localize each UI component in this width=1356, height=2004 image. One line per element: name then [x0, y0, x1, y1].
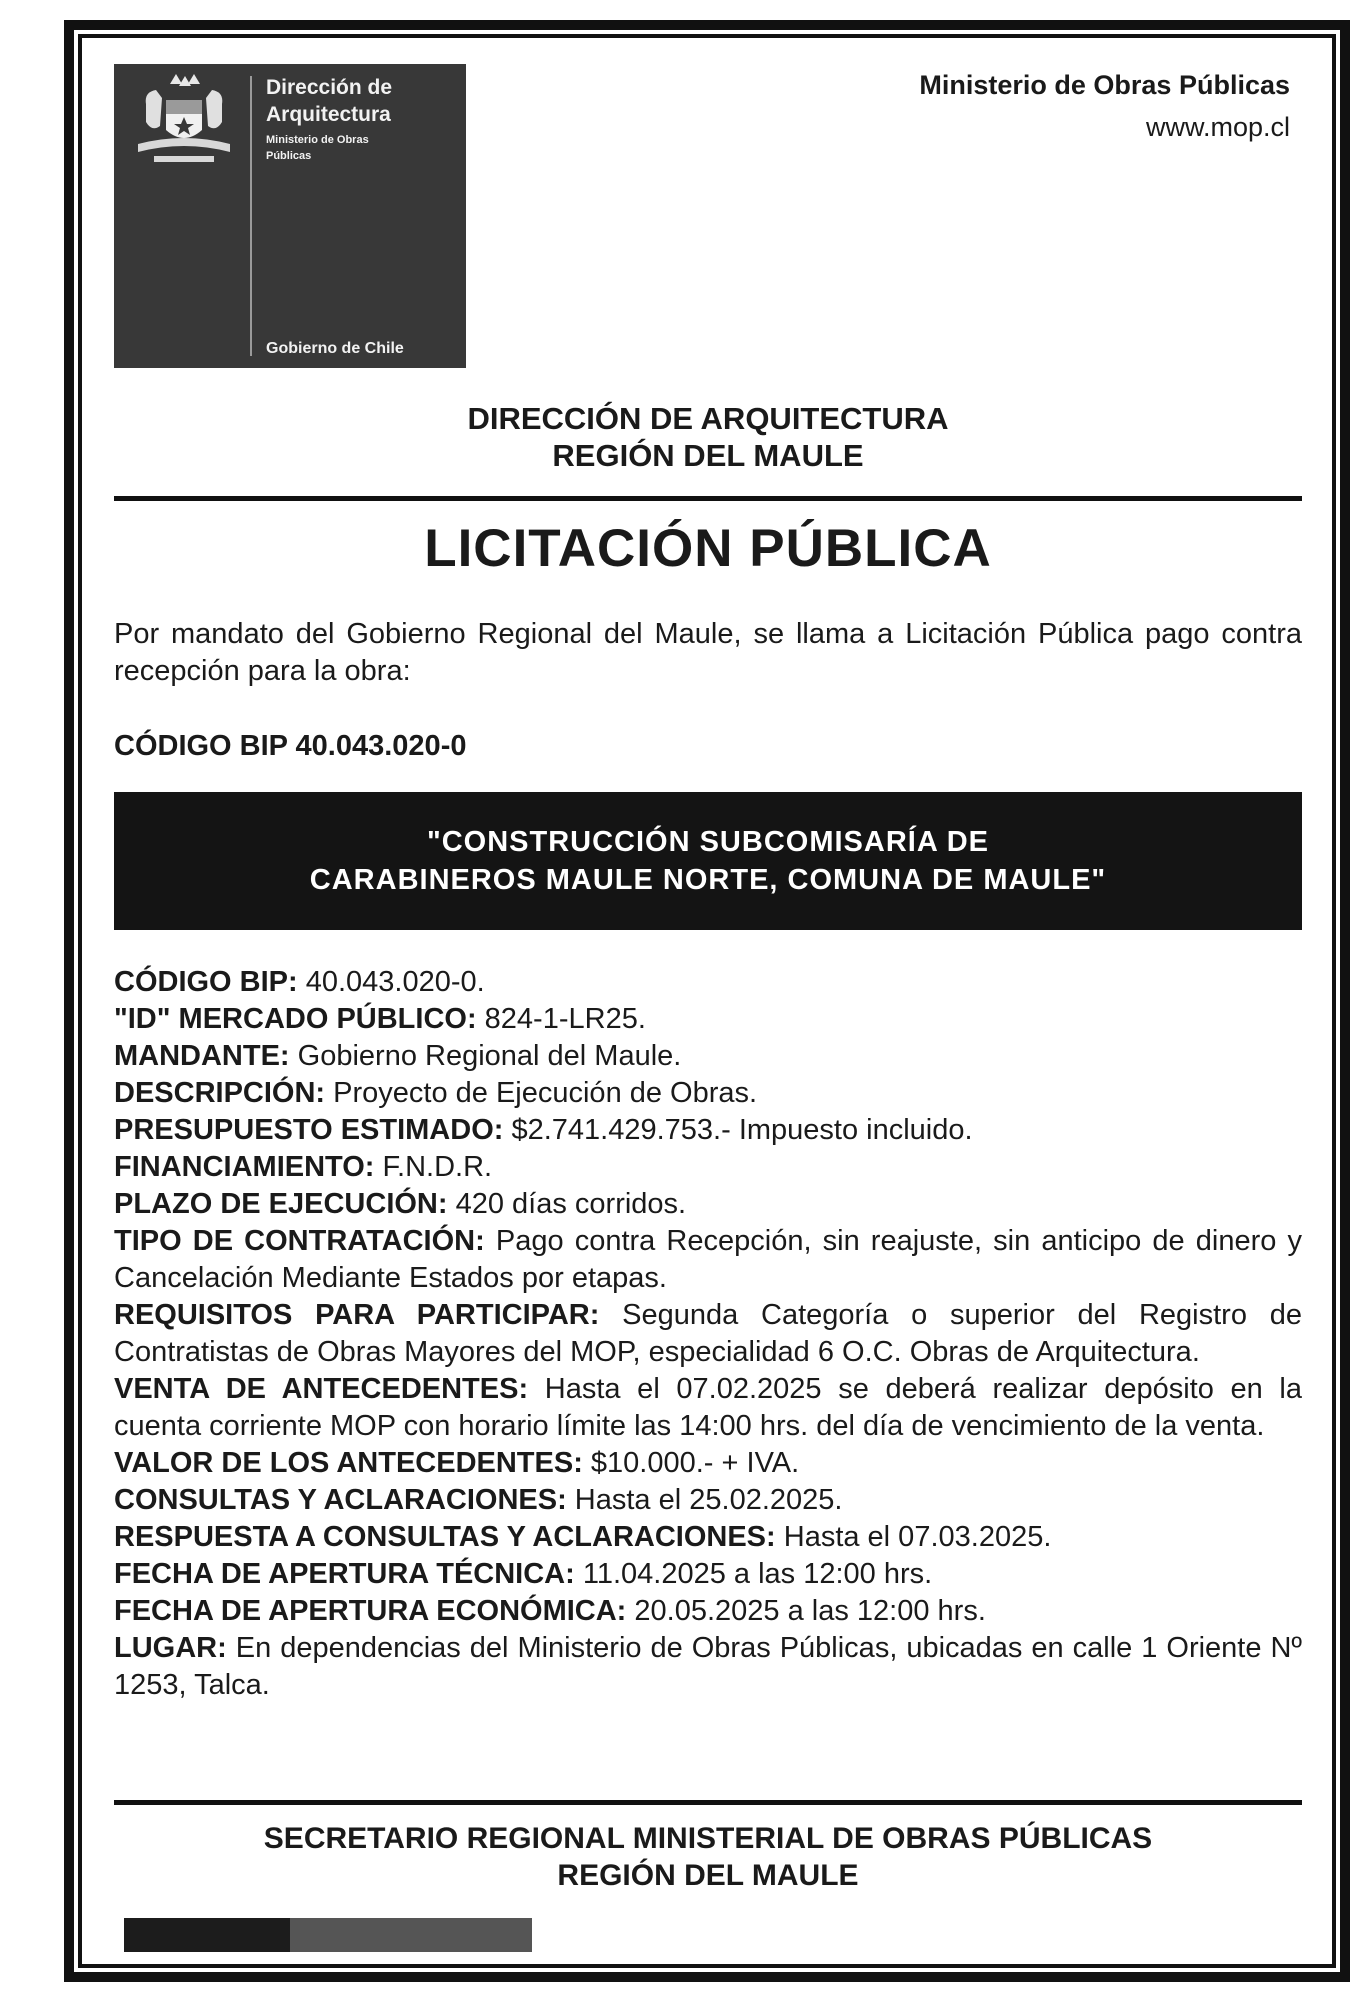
detail-value: Hasta el 07.02.2025 se deberá realizar depósito en la cuenta corriente MOP con horario límite las 14:00 hrs. del día de vencimiento de la venta.: [114, 1373, 1302, 1442]
detail-value: Proyecto de Ejecución de Obras.: [325, 1077, 758, 1109]
chile-coat-of-arms-icon: [114, 64, 250, 368]
footer-bar-light: [290, 1918, 532, 1952]
detail-item: [114, 1445, 1302, 1482]
detail-label: CONSULTAS Y ACLARACIONES:: [114, 1484, 567, 1516]
detail-value: F.N.D.R.: [374, 1151, 493, 1183]
detail-label: REQUISITOS PARA PARTICIPAR:: [114, 1299, 600, 1331]
ministry-url: www.mop.cl: [1145, 112, 1290, 142]
logo-footer: Gobierno de Chile: [266, 340, 404, 357]
detail-label: PRESUPUESTO ESTIMADO:: [114, 1114, 504, 1146]
detail-item: [114, 1297, 1302, 1371]
detail-label: MANDANTE:: [114, 1040, 290, 1072]
ministry-name: Ministerio de Obras Públicas: [919, 70, 1290, 100]
detail-item: [114, 1223, 1302, 1297]
signature-block: [114, 1820, 1302, 1894]
detail-value: 40.043.020-0.: [297, 966, 485, 998]
detail-label: RESPUESTA A CONSULTAS Y ACLARACIONES:: [114, 1521, 776, 1553]
top-divider: [114, 496, 1302, 501]
detail-item: [114, 1630, 1302, 1704]
detail-label: TIPO DE CONTRATACIÓN:: [114, 1225, 485, 1257]
footer-bar-dark: [124, 1918, 290, 1952]
detail-value: 11.04.2025 a las 12:00 hrs.: [574, 1558, 933, 1590]
page-title: LICITACIÓN PÚBLICA: [424, 519, 992, 578]
detail-label: CÓDIGO BIP:: [114, 966, 298, 998]
detail-value: Gobierno Regional del Maule.: [289, 1040, 682, 1072]
detail-item: [114, 1149, 1302, 1186]
organization-line-1: DIRECCIÓN DE ARQUITECTURA: [467, 401, 949, 436]
detail-item: [114, 1075, 1302, 1112]
signature-line-2: REGIÓN DEL MAULE: [557, 1859, 859, 1892]
intro-paragraph: Por mandato del Gobierno Regional del Maule, se llama a Licitación Pública pago contra recepción para la obra:: [114, 618, 1302, 687]
detail-label: "ID" MERCADO PÚBLICO:: [114, 1003, 477, 1035]
detail-label: VENTA DE ANTECEDENTES:: [114, 1373, 529, 1405]
detail-item: [114, 1482, 1302, 1519]
institution-logo: [114, 64, 466, 368]
detail-item: [114, 1371, 1302, 1445]
project-title-line-1: "CONSTRUCCIÓN SUBCOMISARÍA DE: [426, 826, 990, 858]
detail-value: En dependencias del Ministerio de Obras Públicas, ubicadas en calle 1 Oriente Nº 1253, Talca.: [114, 1632, 1302, 1701]
logo-subtitle: Ministerio de Obras Públicas: [266, 134, 369, 162]
detail-label: FECHA DE APERTURA ECONÓMICA:: [114, 1595, 627, 1627]
detail-label: DESCRIPCIÓN:: [114, 1077, 326, 1109]
detail-item: [114, 1001, 1302, 1038]
organization-line-2: REGIÓN DEL MAULE: [552, 438, 864, 473]
detail-item: [114, 1112, 1302, 1149]
detail-value: Pago contra Recepción, sin reajuste, sin anticipo de dinero y Cancelación Mediante Estados por etapas.: [114, 1225, 1303, 1294]
detail-value: 420 días corridos.: [447, 1188, 687, 1220]
tender-details: [114, 964, 1302, 1704]
detail-value: Segunda Categoría o superior del Registro de Contratistas de Obras Mayores del MOP, especialidad 6 O.C. Obras de Arquitectura.: [114, 1299, 1302, 1368]
detail-item: [114, 1186, 1302, 1223]
detail-value: Hasta el 25.02.2025.: [566, 1484, 843, 1516]
detail-label: FINANCIAMIENTO:: [114, 1151, 375, 1183]
detail-label: PLAZO DE EJECUCIÓN:: [114, 1188, 448, 1220]
bottom-divider: [114, 1800, 1302, 1805]
project-title-banner: [114, 792, 1302, 930]
ministry-header: [919, 64, 1290, 148]
detail-value: $2.741.429.753.- Impuesto incluido.: [503, 1114, 973, 1146]
detail-value: $10.000.- + IVA.: [582, 1447, 800, 1479]
detail-value: Hasta el 07.03.2025.: [775, 1521, 1052, 1553]
detail-item: [114, 964, 1302, 1001]
detail-item: [114, 1038, 1302, 1075]
bip-code-heading: CÓDIGO BIP 40.043.020-0: [114, 730, 467, 762]
signature-line-1: SECRETARIO REGIONAL MINISTERIAL DE OBRAS PÚBLICAS: [263, 1822, 1153, 1855]
detail-label: FECHA DE APERTURA TÉCNICA:: [114, 1558, 575, 1590]
logo-text-area: [252, 64, 466, 368]
detail-item: [114, 1556, 1302, 1593]
detail-item: [114, 1519, 1302, 1556]
detail-item: [114, 1593, 1302, 1630]
organization-heading: [114, 400, 1302, 474]
detail-value: 824-1-LR25.: [476, 1003, 646, 1035]
project-title-line-2: CARABINEROS MAULE NORTE, COMUNA DE MAULE": [309, 864, 1107, 896]
detail-label: LUGAR:: [114, 1632, 227, 1664]
logo-title: Dirección de Arquitectura: [266, 76, 393, 126]
detail-label: VALOR DE LOS ANTECEDENTES:: [114, 1447, 583, 1479]
detail-value: 20.05.2025 a las 12:00 hrs.: [626, 1595, 986, 1627]
